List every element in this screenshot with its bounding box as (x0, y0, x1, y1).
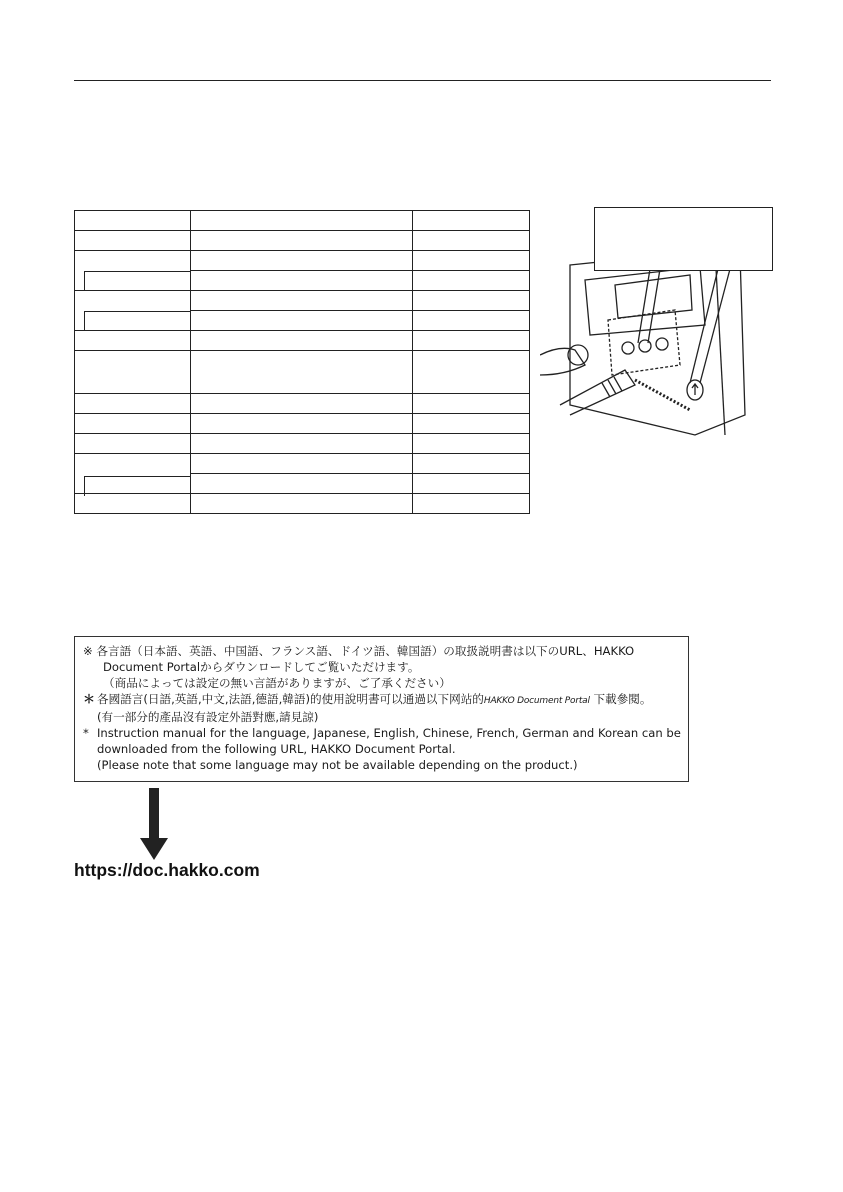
notice-en-line-1 (83, 725, 680, 741)
notice-jp-line-1: ※ 各言語（日本語、英語、中国語、フランス語、ドイツ語、韓国語）の取扱説明書は以下のURL、HAKKO (83, 644, 635, 658)
table-row (75, 251, 530, 271)
table-row (75, 291, 530, 311)
table-row (75, 414, 530, 434)
notice-en-line-3: (Please note that some language may not be available depending on the product.) (97, 758, 578, 772)
header-rule (74, 80, 771, 81)
notice-tw-end: 下載參閱。 (593, 692, 652, 706)
sub-row-bracket (84, 271, 190, 291)
notice-tw-line-2: (有一部分的產品沒有設定外語對應,請見諒) (97, 710, 319, 724)
notice-jp-line-3: （商品によっては設定の無い言語がありますが、ご了承ください） (103, 676, 451, 690)
table-row (75, 494, 530, 514)
asterisk-mark: ＊ (83, 692, 96, 706)
table-row (75, 331, 530, 351)
table-row (75, 351, 530, 394)
table-row (75, 231, 530, 251)
callout-box (594, 207, 773, 271)
notice-tw-brand: HAKKO Document Portal (483, 696, 590, 706)
language-notice-box (74, 636, 689, 782)
down-arrow-icon (140, 788, 168, 860)
document-portal-link[interactable]: https://doc.hakko.com (74, 860, 260, 880)
table-row (75, 394, 530, 414)
sub-row-bracket (84, 476, 190, 496)
notice-en-line-2: downloaded from the following URL, HAKKO Document Portal. (97, 742, 456, 756)
table-row (75, 211, 530, 231)
settings-table (74, 210, 530, 514)
notice-jp-line-2: Document Portalからダウンロードしてご覧いただけます。 (103, 660, 420, 674)
table-row (75, 434, 530, 454)
notice-en-text: Instruction manual for the language, Japanese, English, Chinese, French, German and Korean can be (97, 726, 681, 740)
sub-row-bracket (84, 311, 190, 331)
notice-tw-text: 各國語言(日語,英語,中文,法語,德語,韓語)的使用說明書可以通過以下网站的 (97, 692, 484, 706)
notice-tw-line-1 (83, 691, 680, 709)
asterisk-mark: * (83, 726, 89, 740)
table-row (75, 454, 530, 474)
